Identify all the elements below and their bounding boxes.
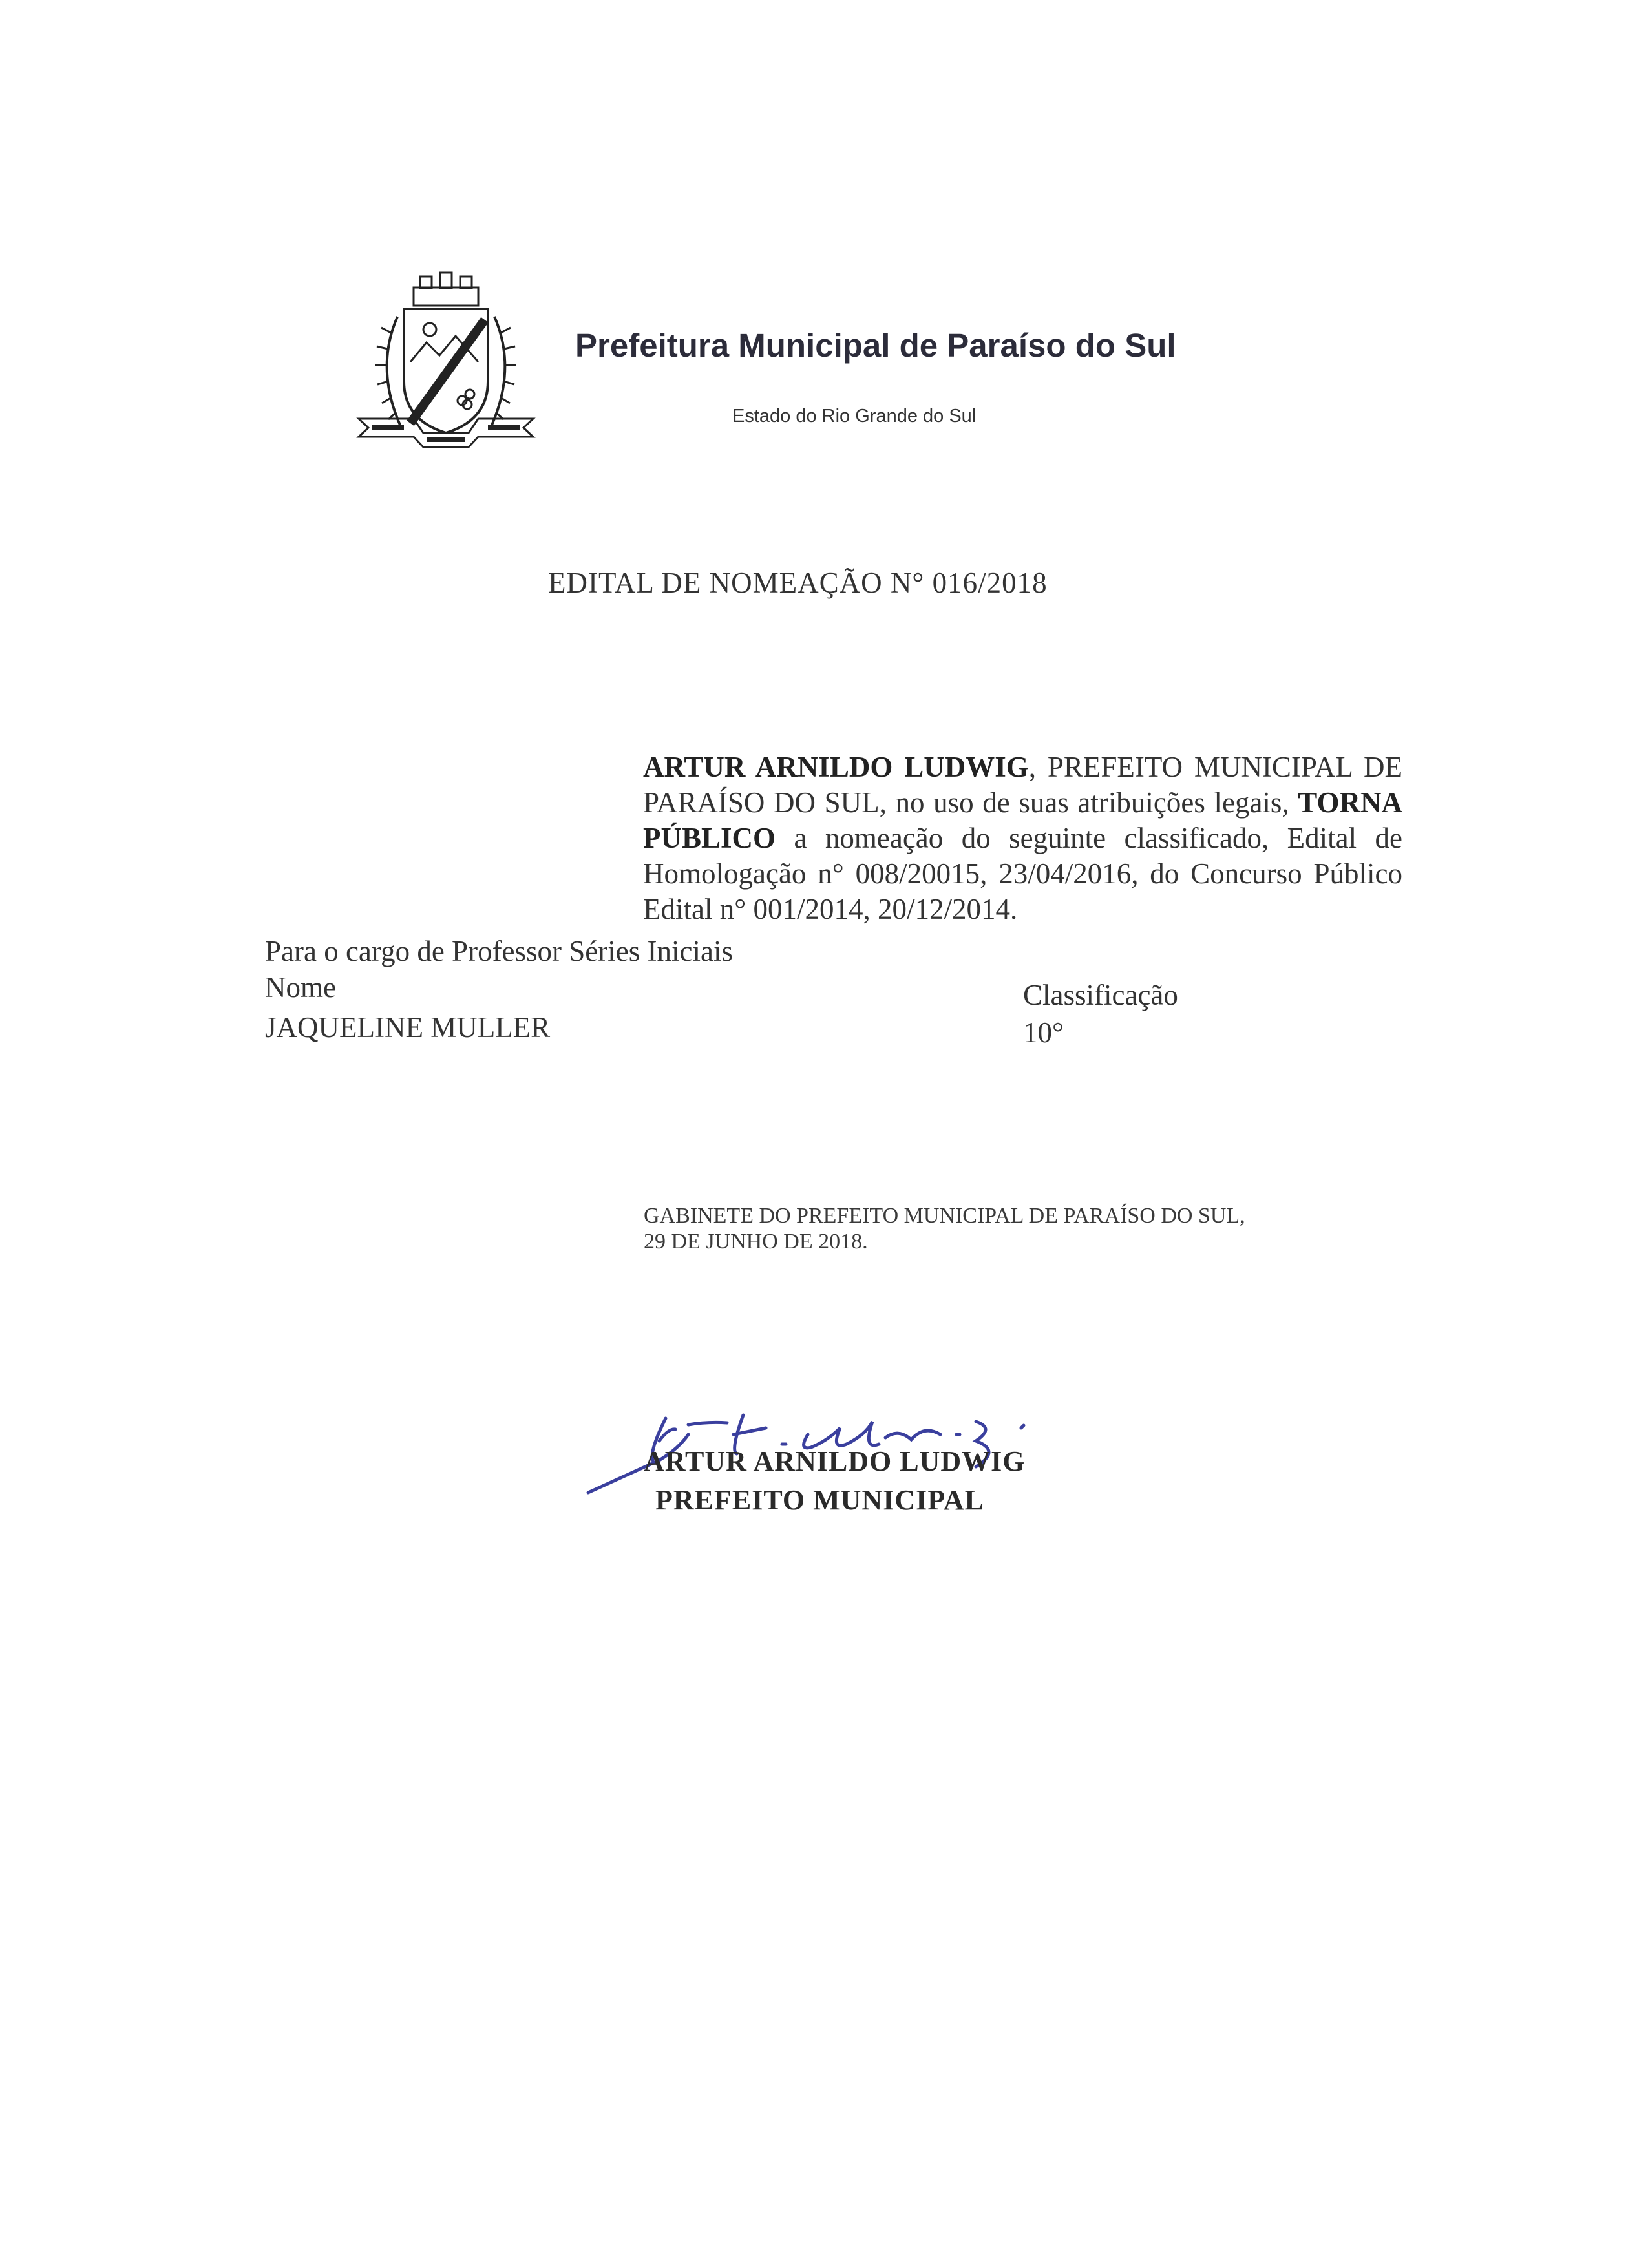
- closing-date: 29 DE JUNHO DE 2018.: [644, 1230, 868, 1254]
- closing-location: GABINETE DO PREFEITO MUNICIPAL DE PARAÍSO DO SUL,: [644, 1204, 1245, 1228]
- body-text-2: a nomeação do seguinte classificado, Edital de Homologação n° 008/20015, 23/04/2016, do Concurso Público Edital n° 001/2014, 20/12/2014.: [643, 822, 1402, 925]
- organization-name: Prefeitura Municipal de Paraíso do Sul: [575, 327, 1176, 364]
- mayor-name: ARTUR ARNILDO LUDWIG: [643, 751, 1029, 783]
- municipal-coat-of-arms-icon: [352, 271, 540, 459]
- body-text-1: , PREFEITO MUNICIPAL DE PARAÍSO DO SUL, no uso de suas atribuições legais,: [643, 751, 1402, 819]
- column-header-name: Nome: [265, 971, 336, 1003]
- column-header-rank: Classificação: [1023, 979, 1178, 1011]
- position-line: Para o cargo de Professor Séries Iniciais: [265, 935, 733, 967]
- candidate-name: JAQUELINE MULLER: [265, 1011, 551, 1044]
- document-title: EDITAL DE NOMEAÇÃO N° 016/2018: [548, 567, 1048, 599]
- signatory-role: PREFEITO MUNICIPAL: [655, 1484, 984, 1516]
- signatory-name: ARTUR ARNILDO LUDWIG: [644, 1445, 1026, 1477]
- organization-state: Estado do Rio Grande do Sul: [732, 406, 977, 426]
- torna-publico-emphasis: TORNA PÚBLICO: [643, 786, 1402, 854]
- candidate-rank: 10°: [1023, 1016, 1064, 1049]
- paragraph-text: [265, 750, 1402, 927]
- body-paragraph: [265, 750, 1402, 927]
